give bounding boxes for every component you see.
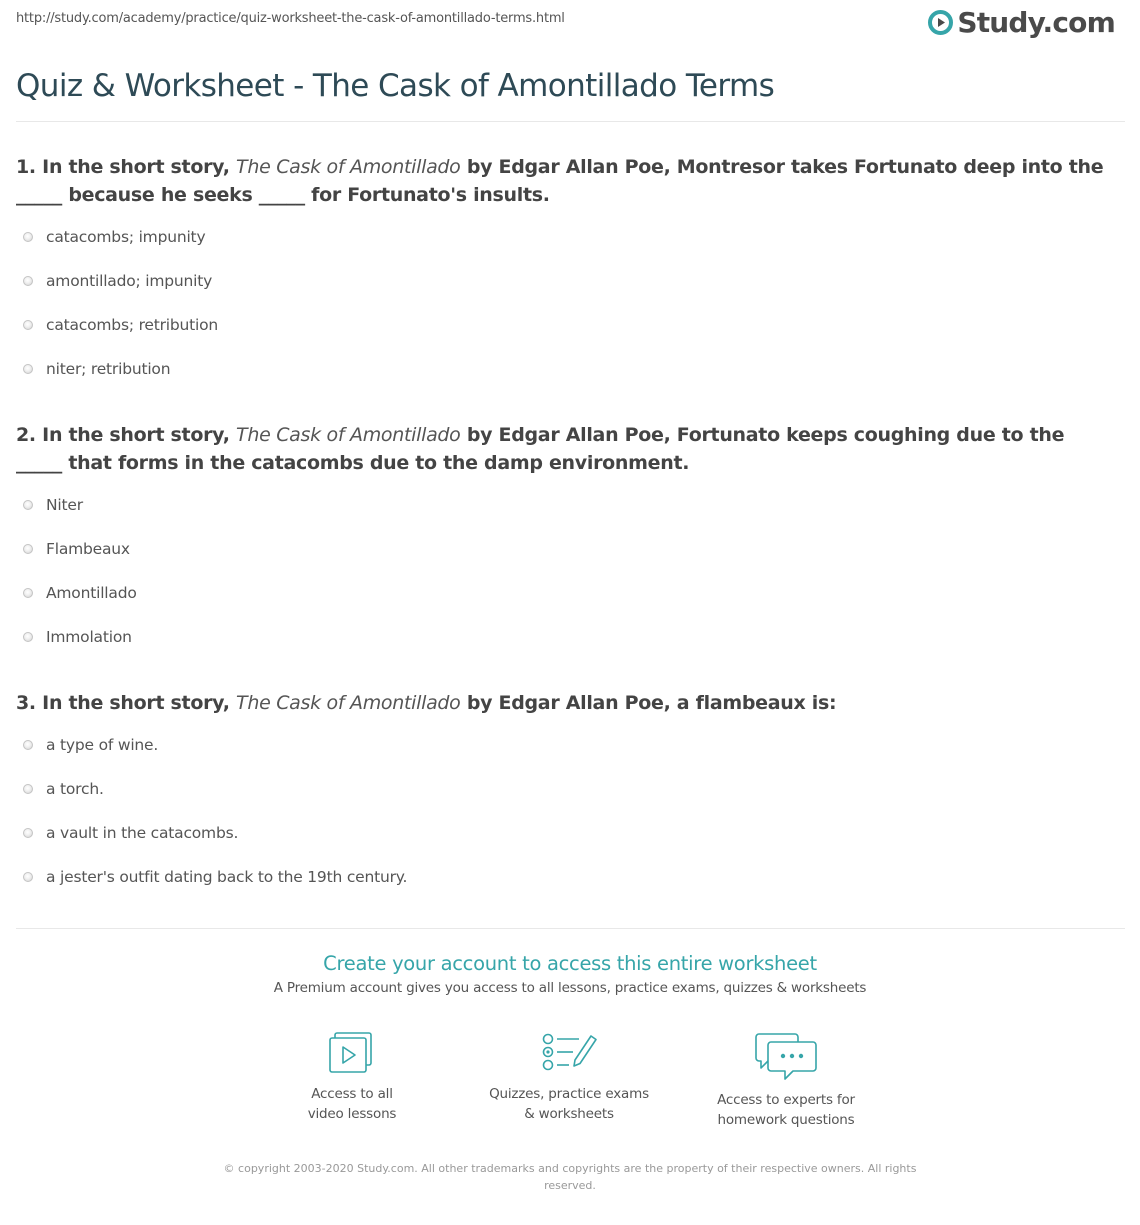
quiz-checklist-icon — [539, 1030, 599, 1076]
answer-list — [16, 215, 1116, 391]
work-title: The Cask of Amontillado — [236, 424, 461, 446]
feature-label-line2: & worksheets — [524, 1106, 614, 1122]
answer-option[interactable] — [16, 527, 1116, 571]
cta-title-link[interactable]: Create your account to access this entire worksheet — [323, 952, 817, 975]
video-lessons-icon — [324, 1030, 380, 1076]
answer-option[interactable] — [16, 259, 1116, 303]
question-text — [16, 153, 1116, 209]
work-title: The Cask of Amontillado — [236, 156, 461, 178]
answer-option[interactable] — [16, 215, 1116, 259]
radio-button[interactable] — [23, 276, 33, 286]
feature-video-lessons — [252, 1030, 452, 1124]
feature-label-line1: Access to experts for — [717, 1092, 855, 1108]
answer-label: catacombs; impunity — [46, 228, 206, 246]
radio-button[interactable] — [23, 828, 33, 838]
feature-label — [469, 1084, 669, 1124]
feature-label-line2: video lessons — [307, 1106, 397, 1122]
answer-option[interactable] — [16, 303, 1116, 347]
question-text — [16, 421, 1116, 477]
feature-label — [252, 1084, 452, 1124]
radio-button[interactable] — [23, 784, 33, 794]
play-circle-icon — [928, 10, 953, 35]
answer-option[interactable] — [16, 347, 1116, 391]
answer-label: Flambeaux — [46, 540, 130, 558]
title-divider — [16, 121, 1125, 122]
answer-label: a torch. — [46, 780, 104, 798]
question-prefix: In the short story, — [42, 156, 230, 178]
answer-label: Immolation — [46, 628, 132, 646]
question-suffix: by Edgar Allan Poe, a flambeaux is: — [466, 692, 837, 714]
answer-label: Niter — [46, 496, 83, 514]
answer-label: amontillado; impunity — [46, 272, 213, 290]
radio-button[interactable] — [23, 632, 33, 642]
answer-label: a jester's outfit dating back to the 19th century. — [46, 868, 408, 886]
question-prefix: In the short story, — [42, 692, 230, 714]
feature-quizzes — [469, 1030, 669, 1124]
answer-label: catacombs; retribution — [46, 316, 219, 334]
radio-button[interactable] — [23, 232, 33, 242]
answer-label: a vault in the catacombs. — [46, 824, 239, 842]
answer-label: Amontillado — [46, 584, 137, 602]
feature-label-line1: Quizzes, practice exams — [489, 1086, 649, 1102]
radio-button[interactable] — [23, 740, 33, 750]
feature-label-line2: homework questions — [717, 1112, 855, 1128]
answer-option[interactable] — [16, 855, 1116, 899]
answer-list — [16, 723, 1116, 899]
page-title: Quiz & Worksheet - The Cask of Amontillado Terms — [16, 68, 775, 104]
premium-cta — [0, 950, 1140, 996]
answer-option[interactable] — [16, 767, 1116, 811]
answer-list — [16, 483, 1116, 659]
answer-label: a type of wine. — [46, 736, 159, 754]
radio-button[interactable] — [23, 544, 33, 554]
answer-label: niter; retribution — [46, 360, 171, 378]
question-number: 2. — [16, 424, 36, 446]
cta-subtitle: A Premium account gives you access to all lessons, practice exams, quizzes & worksheets — [273, 980, 867, 996]
feature-label-line1: Access to all — [311, 1086, 393, 1102]
question-prefix: In the short story, — [42, 424, 230, 446]
feature-label — [686, 1090, 886, 1130]
question-1 — [16, 153, 1116, 391]
answer-option[interactable] — [16, 571, 1116, 615]
logo-text: Study.com — [957, 6, 1115, 39]
question-suffix: by Edgar Allan Poe, Montresor takes Fortunato deep into the _____ because he seeks _____ for Fortunato's insults. — [16, 156, 1104, 206]
study-logo[interactable] — [928, 6, 1115, 39]
copyright-notice: © copyright 2003-2020 Study.com. All other trademarks and copyrights are the property of their respective owners. All rights reserved. — [223, 1162, 917, 1192]
answer-option[interactable] — [16, 615, 1116, 659]
question-3 — [16, 689, 1116, 899]
question-number: 1. — [16, 156, 36, 178]
questions-divider — [16, 928, 1125, 929]
radio-button[interactable] — [23, 500, 33, 510]
feature-list — [0, 1030, 1140, 1140]
work-title: The Cask of Amontillado — [236, 692, 461, 714]
question-2 — [16, 421, 1116, 659]
page-url: http://study.com/academy/practice/quiz-worksheet-the-cask-of-amontillado-terms.html — [16, 11, 565, 26]
answer-option[interactable] — [16, 811, 1116, 855]
answer-option[interactable] — [16, 723, 1116, 767]
chat-bubbles-icon — [753, 1030, 819, 1082]
radio-button[interactable] — [23, 364, 33, 374]
radio-button[interactable] — [23, 872, 33, 882]
feature-experts — [686, 1030, 886, 1130]
question-suffix: by Edgar Allan Poe, Fortunato keeps coughing due to the _____ that forms in the catacombs due to the damp environment. — [16, 424, 1065, 474]
top-bar — [0, 0, 1140, 56]
question-text — [16, 689, 1116, 717]
radio-button[interactable] — [23, 588, 33, 598]
question-number: 3. — [16, 692, 36, 714]
radio-button[interactable] — [23, 320, 33, 330]
answer-option[interactable] — [16, 483, 1116, 527]
